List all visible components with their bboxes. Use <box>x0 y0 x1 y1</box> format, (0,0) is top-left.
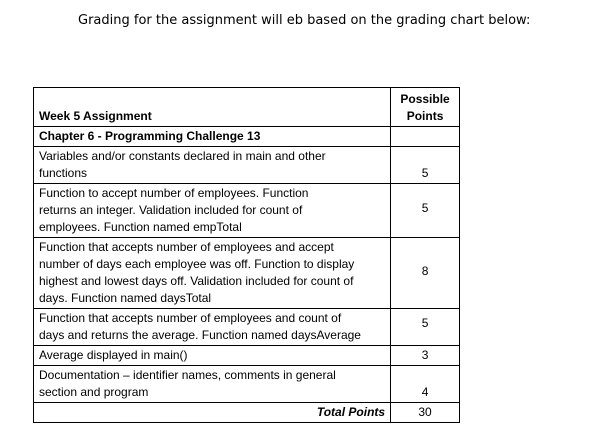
intro-text: Grading for the assignment will eb based on the grading chart below: <box>78 13 531 28</box>
criterion-line: Documentation – identifier names, comments in general <box>39 368 336 382</box>
points-cell: 3 <box>391 346 460 366</box>
chapter-title: Chapter 6 - Programming Challenge 13 <box>34 127 391 147</box>
total-label: Total Points <box>34 403 391 423</box>
criterion-line: functions <box>39 166 88 180</box>
criterion-line: section and program <box>39 385 149 399</box>
table-row <box>34 309 460 346</box>
header-points <box>391 88 460 127</box>
points-cell: 8 <box>391 238 460 309</box>
grading-table <box>33 87 460 423</box>
header-points-line2: Points <box>406 109 444 123</box>
criterion-cell <box>34 147 391 184</box>
criterion-line: returns an integer. Validation included for count of <box>39 203 303 217</box>
total-value: 30 <box>391 403 460 423</box>
table-row <box>34 366 460 403</box>
header-title: Week 5 Assignment <box>34 88 391 127</box>
criterion-cell <box>34 346 391 366</box>
table-row <box>34 346 460 366</box>
criterion-line: Average displayed in main() <box>39 348 188 362</box>
points-cell: 5 <box>391 309 460 346</box>
header-points-line1: Possible <box>400 92 450 106</box>
table-row <box>34 184 460 238</box>
criterion-line: Function that accepts number of employees and count of <box>39 311 342 325</box>
criterion-cell <box>34 238 391 309</box>
criterion-line: days and returns the average. Function named daysAverage <box>39 328 361 342</box>
chapter-row <box>34 127 460 147</box>
points-cell: 4 <box>391 366 460 403</box>
table-header-row <box>34 88 460 127</box>
criterion-line: Function that accepts number of employees and accept <box>39 240 334 254</box>
criterion-line: Variables and/or constants declared in main and other <box>39 149 326 163</box>
chapter-points-empty <box>391 127 460 147</box>
criterion-line: employees. Function named empTotal <box>39 220 242 234</box>
criterion-line: days. Function named daysTotal <box>39 291 212 305</box>
criterion-cell <box>34 184 391 238</box>
criterion-line: number of days each employee was off. Function to display <box>39 257 355 271</box>
points-cell: 5 <box>391 147 460 184</box>
total-row <box>34 403 460 423</box>
table-row <box>34 147 460 184</box>
table-row <box>34 238 460 309</box>
criterion-line: Function to accept number of employees. Function <box>39 186 309 200</box>
criterion-cell <box>34 366 391 403</box>
criterion-cell <box>34 309 391 346</box>
criterion-line: highest and lowest days off. Validation included for count of <box>39 274 354 288</box>
points-cell: 5 <box>391 184 460 238</box>
